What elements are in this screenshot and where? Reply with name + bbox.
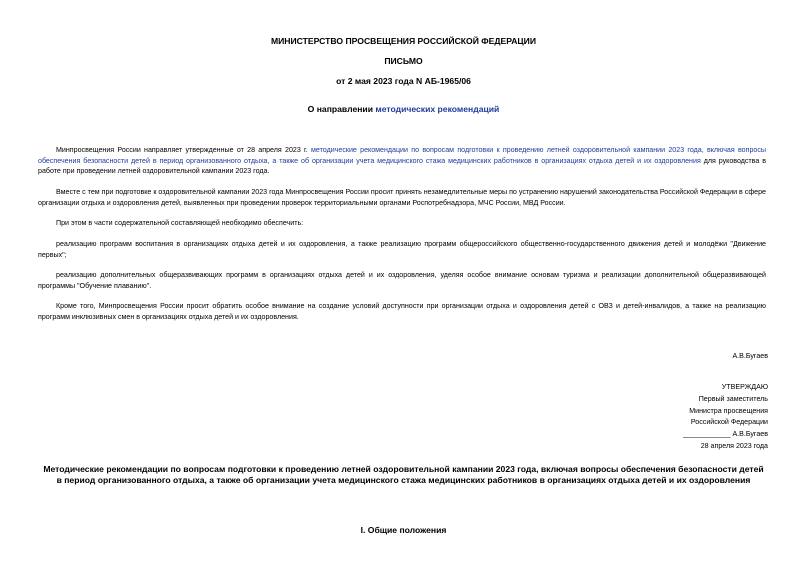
signature: А.В.Бугаев [732, 352, 768, 360]
approval-block [568, 382, 768, 453]
document-subject [0, 104, 807, 115]
subject-prefix: О направлении [307, 104, 376, 114]
paragraph-2: Вместе с тем при подготовке к оздоровительной кампании 2023 года Минпросвещения России просит принять незамедлительные меры по устранению нарушений законодательства Российской Федерации в сфере организации отдыха и оздоровления детей, выявленных при проведении проверок территориальными органами Роспотребнадзора, МЧС России, МВД России. [38, 188, 766, 207]
paragraph-1-start: Минпросвещения России направляет утвержденные от 28 апреля 2023 г. [56, 146, 312, 154]
approval-signature-line: ____________ А.В.Бугаев [683, 430, 768, 439]
approval-position: Первый заместитель [698, 394, 768, 403]
paragraph-6: Кроме того, Минпросвещения России просит обратить особое внимание на создание условий доступности при организации отдыха и оздоровления детей с ОВЗ и детей-инвалидов, а также на реализацию программ инклюзивных смен в организациях отдыха детей и их оздоровления. [38, 302, 766, 321]
approval-date: 28 апреля 2023 года [700, 441, 768, 450]
paragraph-1-end: для руководства в работе при проведении летней оздоровительной кампании 2023 года. [38, 156, 766, 175]
paragraph-4: реализацию программ воспитания в организациях отдыха детей и их оздоровления, а также реализацию программ общероссийского общественно-государственного движения детей и молодёжи "Движение первых"; [38, 240, 766, 259]
document-date-number: от 2 мая 2023 года N АБ-1965/06 [336, 76, 471, 86]
section-title: I. Общие положения [360, 525, 447, 535]
document-type: ПИСЬМО [384, 56, 423, 66]
recommendations-title: Методические рекомендации по вопросам подготовки к проведению летней оздоровительной кампании 2023 года, включая вопросы обеспечения безопасности детей в период организованного отдыха, а также об организации учета медицинского стажа медицинских работников в организациях отдыха детей и их оздоровления [43, 464, 764, 486]
paragraph-1 [38, 145, 766, 177]
paragraph-5: реализацию дополнительных общеразвивающих программ в организациях отдыха детей и их оздоровления, уделяя особое внимание основам туризма и реализации дополнительной общеразвивающей программы "Обучение плаванию". [38, 271, 766, 290]
approval-country: Российской Федерации [690, 418, 768, 427]
paragraph-3: При этом в части содержательной составляющей необходимо обеспечить: [56, 219, 304, 227]
approval-approve: УТВЕРЖДАЮ [721, 383, 768, 391]
recommendations-link[interactable]: методические рекомендации по вопросам подготовки к проведению летней оздоровительной кампании 2023 года, включая вопросы обеспечения безопасности детей в период организованного отдыха, а также об организации учета медицинского стажа медицинских работников в организациях отдыха детей и их оздоровления [38, 146, 766, 165]
ministry-heading: МИНИСТЕРСТВО ПРОСВЕЩЕНИЯ РОССИЙСКОЙ ФЕДЕРАЦИИ [270, 36, 537, 46]
approval-ministry: Министра просвещения [689, 406, 768, 415]
subject-link[interactable]: методических рекомендаций [375, 104, 500, 114]
